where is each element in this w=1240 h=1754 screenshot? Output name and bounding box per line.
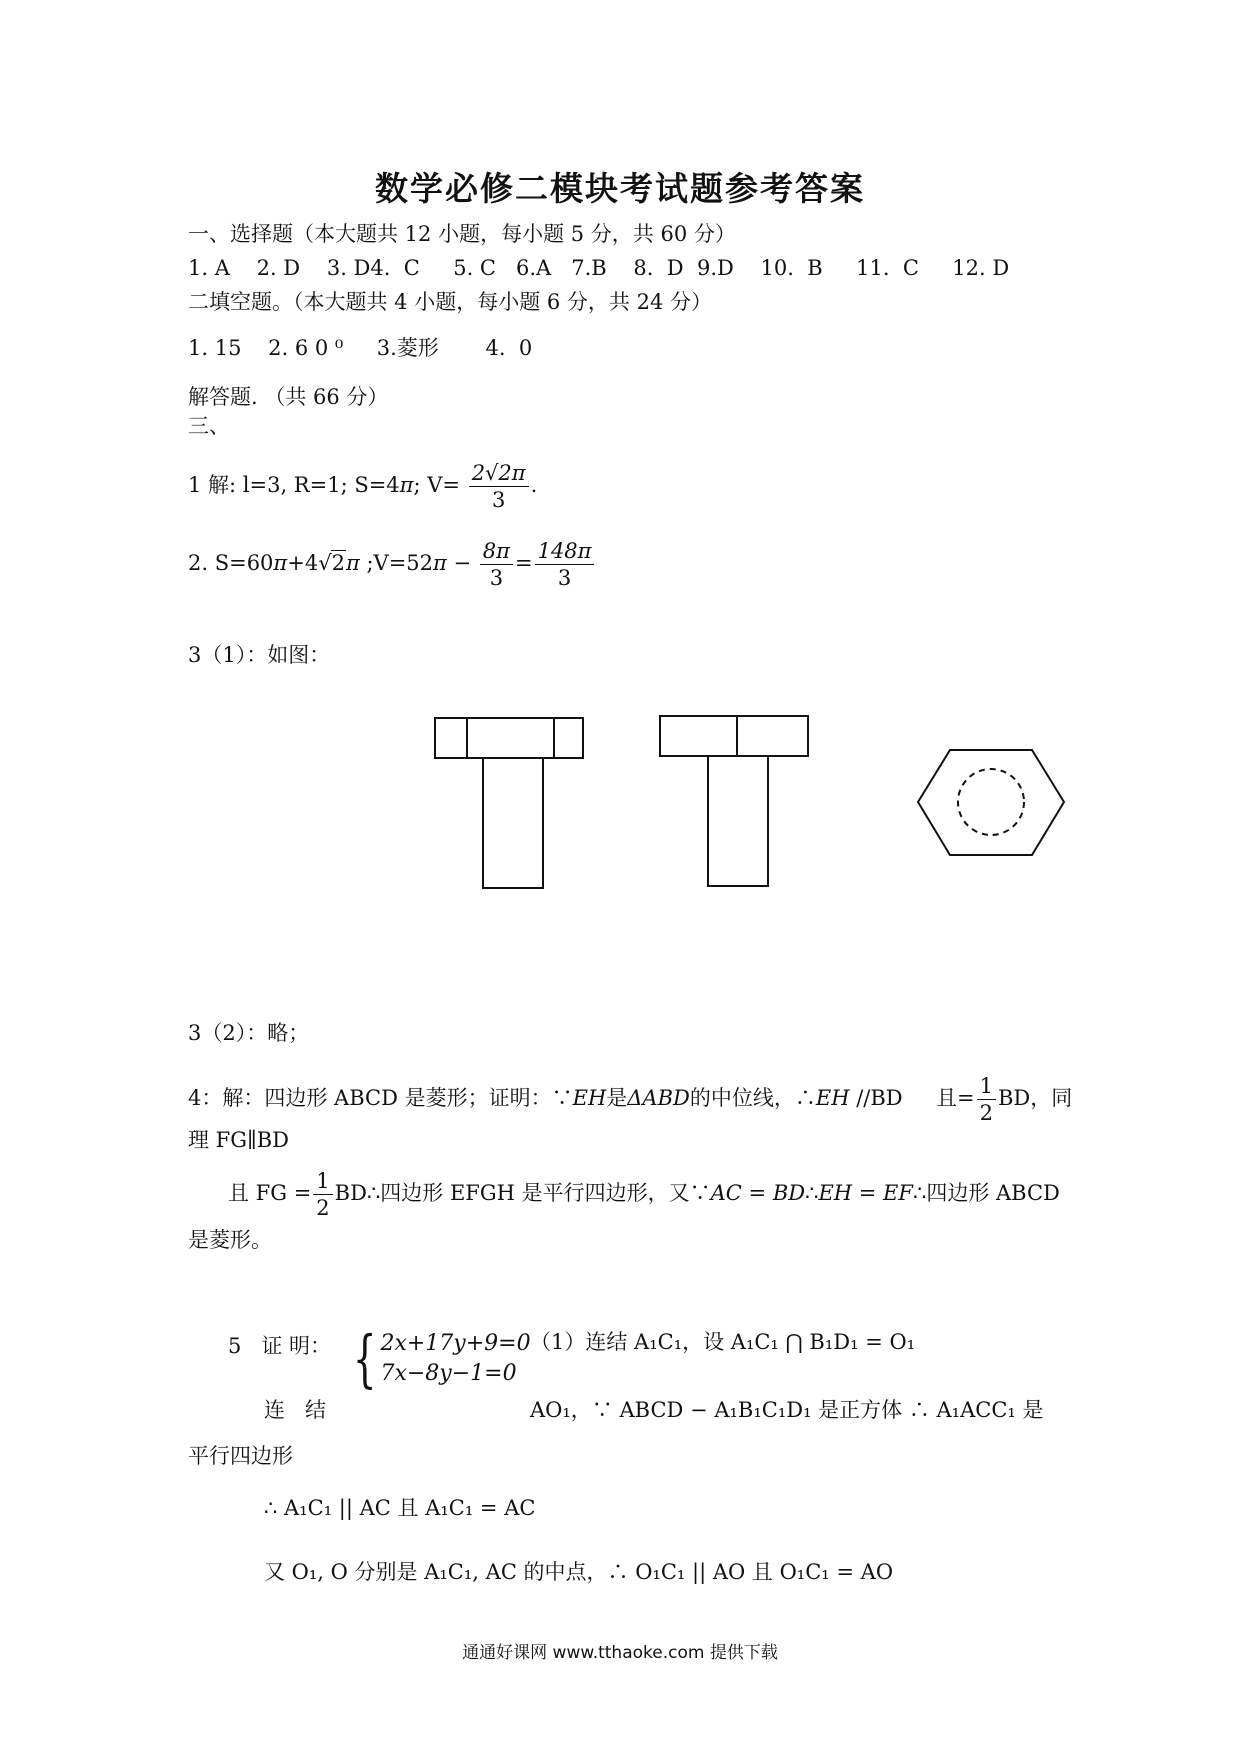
footer-credit: 通通好课网 www.tthaoke.com 提供下载 <box>462 1643 778 1663</box>
q4-eh-2: EH <box>815 1086 850 1111</box>
q2-f1-num: 8π <box>480 540 513 565</box>
q4-triangle: ΔABD <box>627 1086 690 1111</box>
q2-prefix: 2. S=60 <box>188 551 274 576</box>
q5-line2: AO₁，∵ ABCD − A₁B₁C₁D₁ 是正方体 ∴ A₁ACC₁ 是 <box>530 1398 1044 1422</box>
q5-line5: 又 O₁, O 分别是 A₁C₁, AC 的中点，∴ O₁C₁ || AO 且 O₁C₁ = AO <box>264 1560 894 1584</box>
q4-half-den: 2 <box>979 1101 993 1126</box>
q2-minus: − <box>446 551 472 576</box>
q1-end: . <box>530 473 538 498</box>
top-view <box>918 750 1064 855</box>
q5-system-rows <box>380 1329 530 1388</box>
q1-prefix: 1 解: l=3, R=1; S=4 <box>188 473 400 498</box>
q4-half-num-2: 1 <box>313 1170 332 1195</box>
q4-half-den-2: 2 <box>316 1196 330 1221</box>
q4-line2: 理 FG∥BD <box>188 1128 289 1152</box>
section3-heading: 解答题. （共 66 分） <box>188 385 389 409</box>
q5-brace: { <box>352 1322 377 1395</box>
q2-mid: ;V=52 <box>359 551 434 576</box>
q1-frac-num: 2√2π <box>469 462 529 487</box>
q2-f1-den: 3 <box>489 566 504 591</box>
q4-text-c: 是 <box>606 1086 628 1111</box>
q1-mid: ; V= <box>413 473 460 498</box>
section2-heading: 二填空题。（本大题共 4 小题，每小题 6 分，共 24 分） <box>188 290 712 314</box>
q5-part1: （1）连结 A₁C₁，设 A₁C₁ ⋂ B₁D₁ = O₁ <box>530 1330 916 1354</box>
q4-line3-a: 且 FG = <box>228 1181 312 1206</box>
q4-half-num: 1 <box>977 1075 996 1100</box>
q4-text-e: 的中位线，∴ <box>689 1086 816 1111</box>
q1-frac-den: 3 <box>491 488 506 513</box>
front-view-head <box>435 718 583 758</box>
q2-sqrt-sign: √ <box>318 551 332 576</box>
q5-eq-1: 2x+17y+9=0 <box>380 1331 531 1357</box>
q4-line4: 是菱形。 <box>188 1228 272 1252</box>
q2-pi-2: π <box>345 551 360 576</box>
top-view-hexagon <box>918 750 1064 855</box>
q2-pi-1: π <box>273 551 288 576</box>
q2-pi-3: π <box>433 551 447 576</box>
side-view <box>660 716 808 886</box>
q4-line3-f: ∴四边形 ABCD <box>912 1181 1060 1206</box>
q4-text-g: //BD 且= <box>849 1086 975 1111</box>
q4-half-fraction-1 <box>977 1075 996 1124</box>
q4-eh-1: EH <box>572 1086 607 1111</box>
q3-part2: 3（2）：略； <box>188 1021 310 1045</box>
q4-line3 <box>228 1170 1060 1219</box>
q2-f2-num: 148π <box>535 540 595 565</box>
q4-text-a: 4：解：四边形 ABCD 是菱形；证明：∵ <box>188 1086 573 1111</box>
page-title: 数学必修二模块考试题参考答案 <box>375 169 865 208</box>
q5-label: 5 证 明： <box>228 1334 332 1358</box>
section2-answers: 1. 15 2. 6 0 ⁰ 3.菱形 4. 0 <box>188 336 533 360</box>
q2-f2-den: 3 <box>557 566 572 591</box>
q4-text-h: BD，同 <box>997 1086 1073 1111</box>
q2-plus: +4 <box>287 551 319 576</box>
top-view-dashed-circle <box>958 769 1024 835</box>
front-view <box>435 718 583 888</box>
q3-part1: 3（1）：如图： <box>188 643 331 667</box>
q5-equation-system <box>345 1322 531 1395</box>
q4-half-fraction-2 <box>313 1170 332 1219</box>
section3-label: 三、 <box>188 414 230 438</box>
section1-heading: 一、选择题（本大题共 12 小题，每小题 5 分，共 60 分） <box>188 222 736 246</box>
q1-pi: π <box>399 473 414 498</box>
q5-system <box>345 1322 531 1395</box>
section1-answers: 1. A 2. D 3. D4. C 5. C 6.A 7.B 8. D 9.D 10. B 11. C 12. D <box>188 256 1010 280</box>
q2-eq: = <box>514 551 533 576</box>
front-view-shank <box>483 758 543 888</box>
q2-sqrt-radicand: 2 <box>331 551 345 576</box>
q5-line3: 平行四边形 <box>188 1444 293 1468</box>
q5-eq-2: 7x−8y−1=0 <box>380 1361 517 1386</box>
side-view-head <box>660 716 808 756</box>
q5-line4: ∴ A₁C₁ || AC 且 A₁C₁ = AC <box>264 1496 536 1520</box>
q4-therefore: ∴ <box>805 1181 819 1206</box>
side-view-shank <box>708 756 768 886</box>
q4-eh-ef: EH = EF <box>818 1181 913 1206</box>
q4-line1 <box>188 1075 1072 1124</box>
q5-lianjie: 连 结 <box>264 1398 327 1422</box>
q4-ac-bd: AC = BD <box>710 1181 806 1206</box>
q4-line3-b: BD∴四边形 EFGH 是平行四边形，又∵ <box>334 1181 711 1206</box>
